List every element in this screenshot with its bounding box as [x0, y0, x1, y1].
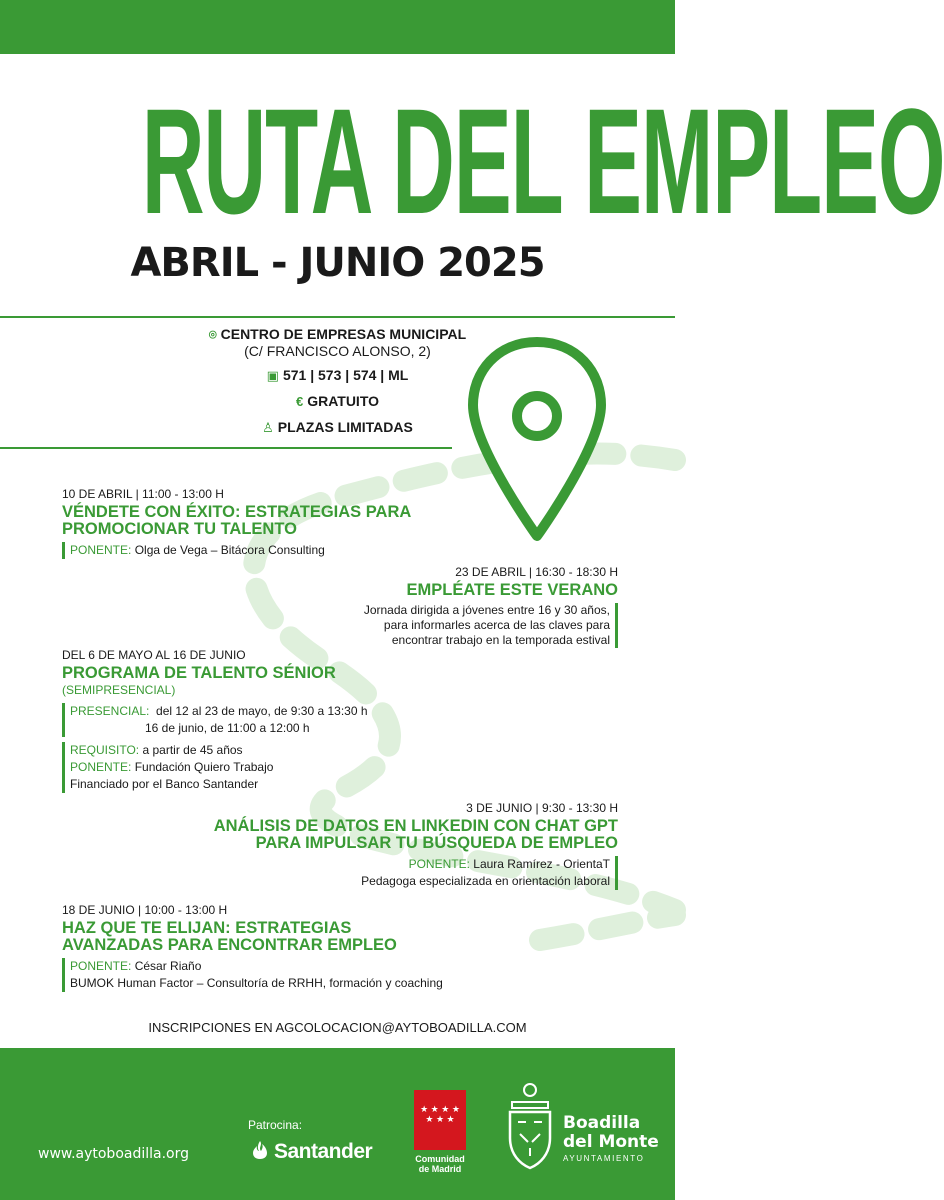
event-title-line: AVANZADAS PARA ENCONTRAR EMPLEO	[62, 936, 397, 954]
person-icon: ♙	[262, 420, 274, 435]
bus-numbers: 571 | 573 | 574 | ML	[282, 367, 409, 383]
event-4	[200, 800, 618, 890]
presencial-label: PRESENCIAL:	[70, 704, 150, 718]
event-title-line: ANÁLISIS DE DATOS EN LINKEDIN CON CHAT GPT	[213, 817, 618, 835]
description-line: encontrar trabajo en la temporada estival	[391, 633, 610, 647]
venue-line	[0, 326, 675, 343]
description-line: Jornada dirigida a jóvenes entre 16 y 30 años,	[363, 603, 610, 617]
santander-logo	[250, 1140, 372, 1164]
event-3	[62, 647, 442, 793]
event-title-note: (SEMIPRESENCIAL)	[62, 683, 176, 697]
page-title: RUTA DEL EMPLEO	[141, 77, 944, 245]
event-date: 10 DE ABRIL | 11:00 - 13:00 H	[62, 487, 224, 501]
event-title: EMPLÉATE ESTE VERANO	[406, 581, 618, 599]
santander-wordmark: Santander	[274, 1140, 373, 1163]
website-link[interactable]: www.aytoboadilla.org	[38, 1146, 190, 1162]
cam-line: Comunidad	[415, 1154, 465, 1164]
boadilla-crest-icon	[506, 1078, 554, 1170]
town-name-line: del Monte	[563, 1132, 659, 1152]
event-1	[62, 486, 482, 559]
boadilla-name	[563, 1114, 659, 1152]
speaker-description: Pedagoga especializada en orientación laboral	[361, 874, 610, 888]
town-name-line: Boadilla	[563, 1113, 641, 1133]
top-green-band	[0, 0, 675, 54]
places-line	[0, 419, 675, 436]
description-line: para informarles acerca de las claves para	[383, 618, 610, 632]
page-subtitle: ABRIL - JUNIO 2025	[130, 240, 545, 286]
requirement-text: a partir de 45 años	[142, 743, 243, 757]
event-requirements	[62, 742, 442, 793]
event-title: PROGRAMA DE TALENTO SÉNIOR	[62, 664, 336, 682]
address-line: (C/ FRANCISCO ALONSO, 2)	[244, 343, 431, 359]
speaker-label: PONENTE:	[70, 959, 132, 973]
event-speaker	[200, 856, 618, 890]
santander-flame-icon	[250, 1140, 270, 1160]
comunidad-madrid-text	[404, 1154, 476, 1174]
event-title-line: PARA IMPULSAR TU BÚSQUEDA DE EMPLEO	[255, 834, 618, 852]
event-date: 18 DE JUNIO | 10:00 - 13:00 H	[62, 903, 228, 917]
speaker-description: BUMOK Human Factor – Consultoría de RRHH, formación y coaching	[70, 976, 443, 990]
event-presencial	[62, 703, 442, 737]
speaker-name: Olga de Vega – Bitácora Consulting	[134, 543, 325, 557]
requirement-label: REQUISITO:	[70, 743, 140, 757]
event-title-line: PROMOCIONAR TU TALENTO	[62, 520, 297, 538]
speaker-name: Fundación Quiero Trabajo	[134, 760, 274, 774]
sponsor-label: Patrocina:	[248, 1118, 303, 1132]
event-title	[200, 818, 618, 852]
event-title	[62, 920, 482, 954]
bus-icon: ▣	[266, 368, 279, 383]
event-description	[300, 603, 618, 648]
madrid-stars-icon: ★ ★ ★ ★ ★ ★ ★	[420, 1104, 460, 1124]
speaker-label: PONENTE:	[70, 543, 132, 557]
event-date: 23 DE ABRIL | 16:30 - 18:30 H	[455, 565, 618, 579]
presencial-dates: del 12 al 23 de mayo, de 9:30 a 13:30 h	[156, 704, 368, 718]
location-pin-icon: ⌾	[208, 327, 217, 342]
event-5	[62, 902, 482, 992]
comunidad-madrid-logo	[414, 1090, 466, 1150]
price-line	[0, 393, 675, 409]
dashed-route-tail	[540, 915, 675, 940]
event-title	[62, 504, 482, 538]
registration-info: INSCRIPCIONES EN AGCOLOCACION@AYTOBOADILLA.COM	[148, 1020, 527, 1035]
event-speaker	[62, 958, 482, 992]
event-title-line: VÉNDETE CON ÉXITO: ESTRATEGIAS PARA	[62, 503, 412, 521]
divider-middle	[0, 447, 452, 449]
speaker-name: César Riaño	[134, 959, 202, 973]
divider-top	[0, 316, 675, 318]
price-text: GRATUITO	[307, 393, 380, 409]
footer-band	[0, 1048, 675, 1200]
funding-note: Financiado por el Banco Santander	[70, 777, 259, 791]
speaker-label: PONENTE:	[408, 857, 470, 871]
event-date: DEL 6 DE MAYO AL 16 DE JUNIO	[62, 648, 246, 662]
event-2	[300, 564, 618, 648]
cam-line: de Madrid	[418, 1164, 462, 1174]
presencial-dates: 16 de junio, de 11:00 a 12:00 h	[145, 721, 310, 735]
speaker-name: Laura Ramírez - OrientaT	[473, 857, 610, 871]
ayuntamiento-label: AYUNTAMIENTO	[563, 1154, 645, 1163]
bus-line	[0, 367, 675, 384]
venue-name: CENTRO DE EMPRESAS MUNICIPAL	[220, 326, 467, 342]
event-title-line: HAZ QUE TE ELIJAN: ESTRATEGIAS	[62, 919, 352, 937]
speaker-label: PONENTE:	[70, 760, 132, 774]
euro-icon: €	[295, 394, 304, 409]
event-date: 3 DE JUNIO | 9:30 - 13:30 H	[466, 801, 618, 815]
places-text: PLAZAS LIMITADAS	[277, 419, 413, 435]
event-speaker	[62, 542, 482, 559]
